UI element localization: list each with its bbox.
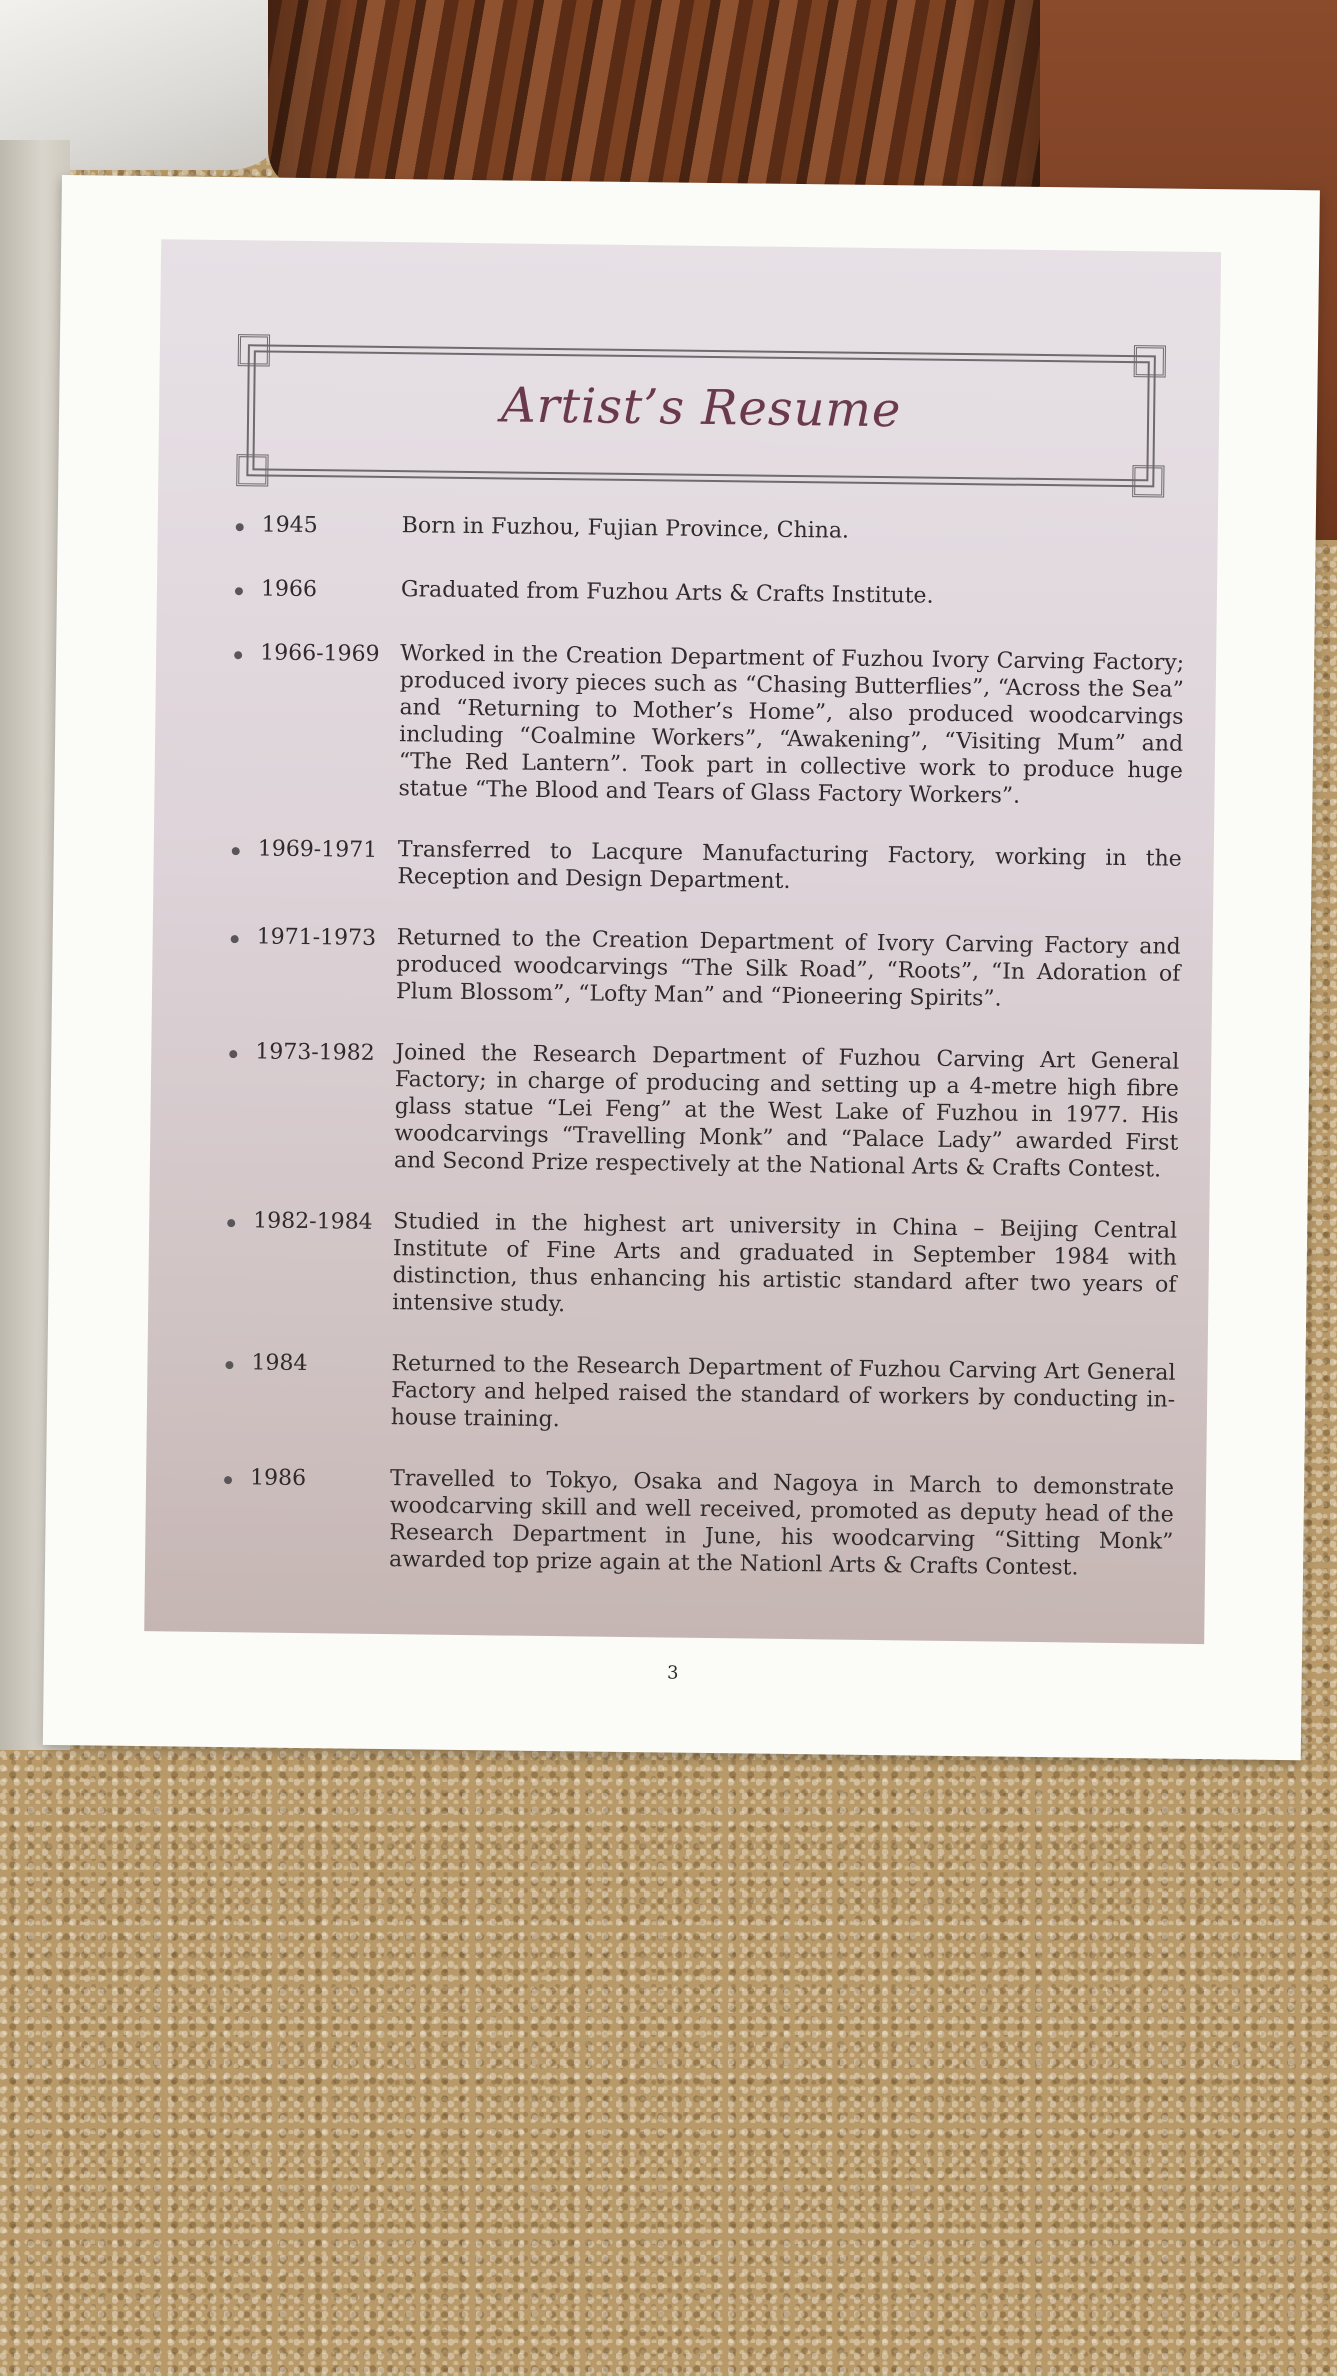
bullet-icon xyxy=(234,651,242,659)
list-item xyxy=(231,834,1182,900)
frame-corner-ornament xyxy=(1132,465,1164,497)
frame-corner-ornament xyxy=(236,454,268,486)
bullet-icon xyxy=(232,847,240,855)
background-wood-carving xyxy=(268,0,1056,190)
bullet-icon xyxy=(227,1219,235,1227)
entry-year: 1971-1973 xyxy=(256,924,377,951)
bullet-icon xyxy=(224,1476,232,1484)
list-item xyxy=(232,638,1184,812)
list-item xyxy=(228,1037,1180,1184)
entry-text: Worked in the Creation Department of Fuzhou Ivory Carving Factory; produced ivory pieces such as “Chasing Butterflies”, “Across the Sea” and “Returning to Mother’s Home”, also produced woodcarvings including “Coalmine Workers”, “Awakening”, “Visiting Mum” and “The Red Lantern”. Took part in collective work to produce huge statue “The Blood and Tears of Glass Factory Workers”. xyxy=(398,641,1185,809)
list-item xyxy=(236,510,1186,552)
entry-year: 1984 xyxy=(251,1350,308,1377)
bullet-icon xyxy=(231,935,239,943)
bullet-icon xyxy=(225,1361,233,1369)
booklet-page xyxy=(43,175,1320,1760)
list-item xyxy=(223,1463,1174,1583)
frame-corner-ornament xyxy=(238,334,270,366)
bullet-icon xyxy=(236,523,244,531)
list-item xyxy=(235,574,1185,616)
title-frame xyxy=(252,350,1149,481)
entry-text: Studied in the highest art university in China – Beijing Central Institute of Fine Arts and graduated in September 1984 with distinction, thus enhancing his artistic standard after two years of intensive study. xyxy=(392,1209,1178,1318)
entry-text: Graduated from Fuzhou Arts & Crafts Institute. xyxy=(400,577,934,609)
entry-year: 1966-1969 xyxy=(260,640,380,667)
entry-year: 1966 xyxy=(260,576,318,603)
list-item xyxy=(226,1206,1177,1326)
entry-year: 1986 xyxy=(249,1465,307,1492)
entry-text: Returned to the Creation Department of Ivory Carving Factory and produced woodcarvings “The Silk Road”, “Roots”, “In Adoration of Plum Blossom”, “Lofty Man” and “Pioneering Spirits”. xyxy=(395,925,1181,1012)
list-item xyxy=(230,922,1181,1015)
entry-text: Joined the Research Department of Fuzhou Carving Art General Factory; in charge of producing and setting up a 4-metre high fibre glass statue “Lei Feng” at the West Lake of Fuzhou in 1977. His woodcarvings “Travelling Monk” and “Palace Lady” awarded First and Second Prize respectively at the National Arts & Crafts Contest. xyxy=(393,1040,1180,1183)
resume-list xyxy=(223,510,1186,1617)
frame-corner-ornament xyxy=(1134,345,1166,377)
page-title: Artist’s Resume xyxy=(500,377,902,439)
entry-year: 1982-1984 xyxy=(253,1208,373,1235)
entry-text: Returned to the Research Department of Fuzhou Carving Art General Factory and helped raised the standard of workers by conducting in-house training. xyxy=(390,1351,1176,1433)
bullet-icon xyxy=(235,587,243,595)
resume-panel xyxy=(144,239,1221,1644)
entry-year: 1969-1971 xyxy=(257,836,378,863)
bullet-icon xyxy=(229,1050,237,1058)
entry-text: Born in Fuzhou, Fujian Province, China. xyxy=(401,513,850,544)
entry-text: Transferred to Lacqure Manufacturing Factory, working in the Reception and Design Department. xyxy=(397,837,1182,894)
entry-year: 1945 xyxy=(261,512,318,539)
list-item xyxy=(225,1348,1176,1441)
page-number: 3 xyxy=(666,1662,679,1684)
entry-text: Travelled to Tokyo, Osaka and Nagoya in March to demonstrate woodcarving skill and well received, promoted as deputy head of the Research Department in June, his woodcarving “Sitting Monk” awarded top prize again at the Nationl Arts & Crafts Contest. xyxy=(388,1466,1175,1581)
entry-year: 1973-1982 xyxy=(255,1039,375,1066)
